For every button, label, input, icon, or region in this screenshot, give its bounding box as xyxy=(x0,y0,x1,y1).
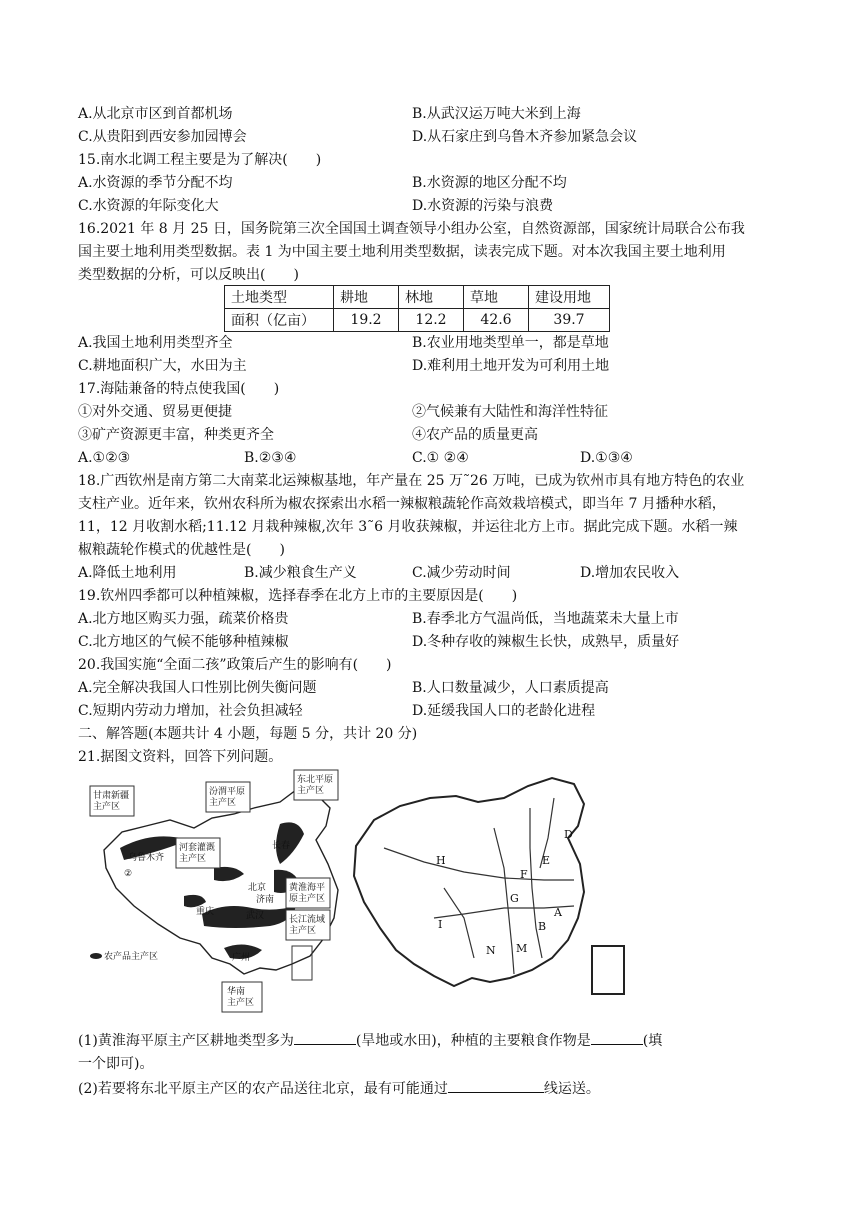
table-cell: 12.2 xyxy=(399,309,464,332)
place-label: 济南 xyxy=(256,895,275,905)
place-label: 武汉 xyxy=(246,911,265,921)
q16-option-c: C.耕地面积广大，水田为主 xyxy=(78,358,247,374)
q18-option-a: A.降低土地利用 xyxy=(78,565,177,581)
q20-option-a: A.完全解决我国人口性别比例失衡问题 xyxy=(78,680,317,696)
q19-option-d: D.冬种存收的辣椒生长快，成熟早，质量好 xyxy=(412,634,680,650)
region-label: 长江流域主产区 xyxy=(289,915,326,936)
q15-option-d: D.水资源的污染与浪费 xyxy=(412,198,554,214)
table-header-cell: 建设用地 xyxy=(529,286,610,309)
region-blob xyxy=(214,867,244,881)
region-label: 华南主产区 xyxy=(227,987,255,1008)
table-cell: 42.6 xyxy=(464,309,529,332)
table-header-cell: 草地 xyxy=(464,286,529,309)
table-cell: 19.2 xyxy=(334,309,399,332)
q21-sub2-text-b: 线运送。 xyxy=(543,1081,600,1097)
q16-option-d: D.难利用土地开发为可利用土地 xyxy=(412,358,610,374)
q17-statement-3: ③矿产资源更丰富，种类更齐全 xyxy=(78,427,274,443)
q19-option-b: B.春季北方气温尚低，当地蔬菜未大量上市 xyxy=(412,611,679,627)
map-letter: A xyxy=(554,906,562,919)
place-label: 北京 xyxy=(248,883,267,893)
q18-stem-line-1: 18.广西钦州是南方第二大南菜北运辣椒基地，年产量在 25 万˜26 万吨，已成为钦州市具有地方特色的农业 xyxy=(78,473,745,489)
table-row xyxy=(225,286,610,309)
q20-option-d: D.延缓我国人口的老龄化进程 xyxy=(412,703,596,719)
section-heading: 二、解答题(本题共计 4 小题，每题 5 分，共计 20 分) xyxy=(78,726,418,742)
agri-regions-map xyxy=(90,770,338,1012)
table-header-cell: 林地 xyxy=(399,286,464,309)
legend-swatch xyxy=(90,953,102,959)
q16-option-a: A.我国土地利用类型齐全 xyxy=(78,335,233,351)
region-blob xyxy=(184,895,206,907)
map-letter: E xyxy=(542,854,551,867)
q19-stem: 19.钦州四季都可以种植辣椒，选择春季在北方上市的主要原因是( ) xyxy=(78,588,518,604)
q16-stem-line-2: 国主要土地利用类型数据。表 1 为中国主要土地利用类型数据，读表完成下题。对本次我国主要土地利用 xyxy=(78,244,726,260)
table-row xyxy=(225,309,610,332)
map-letter: N xyxy=(486,944,496,957)
q15-option-c: C.水资源的年际变化大 xyxy=(78,198,219,214)
q18-option-b: B.减少粮食生产义 xyxy=(244,565,357,581)
q17-statement-1: ①对外交通、贸易更便捷 xyxy=(78,404,232,420)
map-letter: I xyxy=(438,918,443,931)
place-label: 长春 xyxy=(272,841,291,851)
q15-option-a: A.水资源的季节分配不均 xyxy=(78,175,233,191)
q21-sub1-text-c: (填 xyxy=(642,1033,663,1049)
q21-sub2-line xyxy=(78,1078,600,1099)
q21-stem: 21.据图文资料，回答下列问题。 xyxy=(78,749,283,765)
q21-sub1-line-1 xyxy=(78,1030,662,1051)
china-outline-right xyxy=(354,778,584,986)
q17-option-d: D.①③④ xyxy=(580,450,633,466)
answer-blank-1[interactable] xyxy=(294,1030,356,1045)
region-label: 甘肃新疆主产区 xyxy=(93,791,130,812)
q14-option-c: C.从贵阳到西安参加园博会 xyxy=(78,129,247,145)
legend-label: 农产品主产区 xyxy=(104,952,159,962)
q18-option-c: C.减少劳动时间 xyxy=(412,565,511,581)
q17-option-c: C.① ②④ xyxy=(412,450,469,466)
place-label: 重庆 xyxy=(196,907,215,917)
q16-stem-line-3: 类型数据的分析，可以反映出( ) xyxy=(78,267,299,283)
answer-blank-2[interactable] xyxy=(591,1030,643,1045)
railway-lines xyxy=(384,798,574,974)
map-letter: B xyxy=(538,920,547,933)
region-label: 河套灌溉主产区 xyxy=(179,843,216,864)
q17-statement-2: ②气候兼有大陆性和海洋性特征 xyxy=(412,404,608,420)
railway-map xyxy=(354,778,624,994)
q17-stem: 17.海陆兼备的特点使我国( ) xyxy=(78,381,280,397)
q14-option-b: B.从武汉运万吨大米到上海 xyxy=(412,106,581,122)
q21-sub1-line-2: 一个即可)。 xyxy=(78,1056,154,1072)
land-use-table xyxy=(224,285,610,332)
q21-sub1-text-b: (旱地或水田)，种植的主要粮食作物是 xyxy=(355,1033,591,1049)
q18-stem-line-4: 椒粮蔬轮作模式的优越性是( ) xyxy=(78,542,285,558)
q15-stem: 15.南水北调工程主要是为了解决( ) xyxy=(78,152,322,168)
table-header-cell: 耕地 xyxy=(334,286,399,309)
q17-statement-4: ④农产品的质量更高 xyxy=(412,427,538,443)
q21-sub1-text-a: (1)黄淮海平原主产区耕地类型多为 xyxy=(78,1033,294,1049)
q16-option-b: B.农业用地类型单一，都是草地 xyxy=(412,335,609,351)
q14-option-a: A.从北京市区到首都机场 xyxy=(78,106,233,122)
q20-option-b: B.人口数量减少，人口素质提高 xyxy=(412,680,609,696)
q17-option-b: B.②③④ xyxy=(244,450,297,466)
map-letter: M xyxy=(516,942,528,955)
map-letter: H xyxy=(436,854,446,867)
q20-option-c: C.短期内劳动力增加，社会负担减轻 xyxy=(78,703,303,719)
place-label: 乌鲁木齐 xyxy=(128,853,165,863)
q18-stem-line-2: 支柱产业。近年来，钦州农科所为椒农探索出水稻一辣椒粮蔬轮作高效栽培模式，即当年 7 月播种水稻， xyxy=(78,496,726,512)
region-label: 东北平原主产区 xyxy=(297,775,334,796)
answer-blank-3[interactable] xyxy=(448,1078,544,1093)
q16-stem-line-1: 16.2021 年 8 月 25 日，国务院第三次全国国土调查领导小组办公室，自然资源部，国家统计局联合公布我 xyxy=(78,221,745,237)
q17-option-a: A.①②③ xyxy=(78,450,131,466)
inset-box xyxy=(592,946,624,994)
region-label: 汾渭平原主产区 xyxy=(209,787,246,808)
q21-sub2-text-a: (2)若要将东北平原主产区的农产品送往北京，最有可能通过 xyxy=(78,1081,448,1097)
q19-option-c: C.北方地区的气候不能够种植辣椒 xyxy=(78,634,289,650)
region-label: 黄淮海平原主产区 xyxy=(289,883,326,904)
table-header-cell: 土地类型 xyxy=(225,286,334,309)
map-letter: F xyxy=(520,868,528,881)
q21-maps-figure xyxy=(84,768,644,1018)
q19-option-a: A.北方地区购买力强，疏菜价格贵 xyxy=(78,611,289,627)
map-letter: D xyxy=(564,828,573,841)
map-letter: G xyxy=(510,892,519,905)
place-label: ② xyxy=(124,869,133,879)
q20-stem: 20.我国实施“全面二孩”政策后产生的影响有( ) xyxy=(78,657,392,673)
place-label: 广州 xyxy=(232,953,251,963)
q18-stem-line-3: 11，12 月收割水稻;11.12 月栽种辣椒,次年 3˜6 月收获辣椒，并运往北方上市。据此完成下题。水稻一辣 xyxy=(78,519,738,535)
q14-option-d: D.从石家庄到乌鲁木齐参加紧急会议 xyxy=(412,129,638,145)
table-cell: 39.7 xyxy=(529,309,610,332)
q18-option-d: D.增加农民收入 xyxy=(580,565,680,581)
q15-option-b: B.水资源的地区分配不均 xyxy=(412,175,567,191)
table-cell: 面积（亿亩） xyxy=(225,309,334,332)
